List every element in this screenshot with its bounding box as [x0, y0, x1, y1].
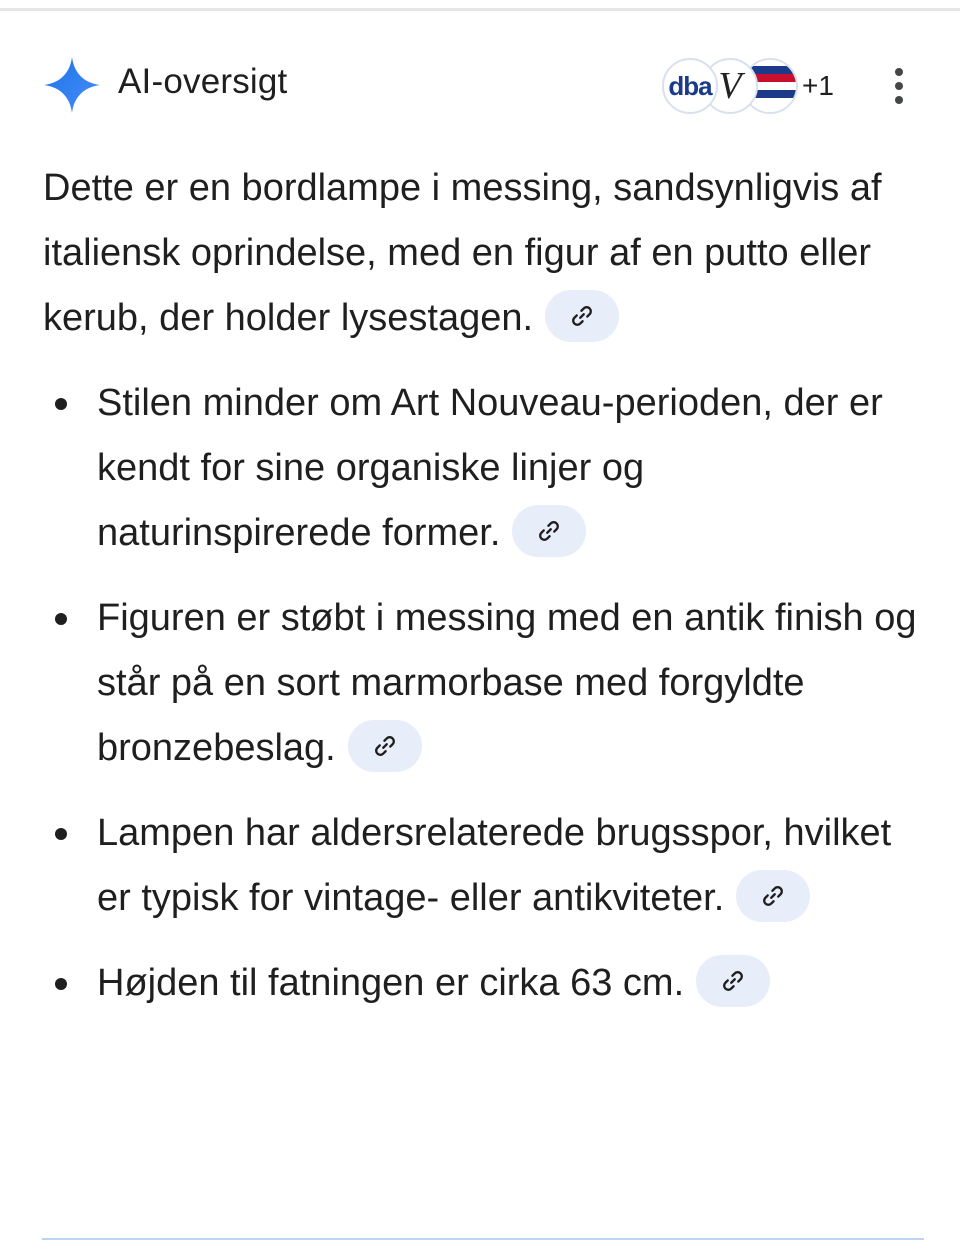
citation-link-button[interactable] [512, 505, 586, 557]
citation-link-button[interactable] [545, 290, 619, 342]
bullet-text: Højden til fatningen er cirka 63 cm. [97, 962, 685, 1004]
summary-lead-text: Dette er en bordlampe i messing, sandsynligvis af italiensk oprindelse, med en figur af en putto eller kerub, der holder lysestagen. [43, 167, 882, 339]
link-icon [568, 302, 596, 330]
summary-lead [43, 156, 923, 351]
list-item [43, 371, 923, 566]
gemini-spark-icon [42, 55, 102, 115]
list-item [43, 951, 923, 1016]
link-icon [719, 967, 747, 995]
list-item [43, 586, 923, 781]
top-divider [0, 8, 960, 11]
link-icon [535, 517, 563, 545]
bullet-text: Lampen har aldersrelaterede brugsspor, hvilket er typisk for vintage- eller antikviteter. [97, 812, 892, 919]
list-item [43, 801, 923, 931]
more-vert-icon[interactable] [884, 68, 914, 104]
more-sources-count[interactable]: +1 [802, 70, 834, 101]
citation-link-button[interactable] [736, 870, 810, 922]
citation-link-button[interactable] [348, 720, 422, 772]
bottom-divider [42, 1238, 924, 1240]
dba-favicon-label: dba [668, 70, 712, 101]
page-title: AI-oversigt [118, 62, 288, 101]
ai-overview-content [43, 156, 923, 1036]
summary-bullet-list [43, 371, 923, 1016]
link-icon [759, 882, 787, 910]
bullet-text: Figuren er støbt i messing med en antik finish og står på en sort marmorbase med forgyldte bronzebeslag. [97, 597, 917, 769]
ai-overview-header [42, 52, 922, 120]
citation-link-button[interactable] [696, 955, 770, 1007]
link-icon [371, 732, 399, 760]
bullet-text: Stilen minder om Art Nouveau-perioden, der er kendt for sine organiske linjer og naturinspirerede former. [97, 382, 883, 554]
source-favicons[interactable] [662, 54, 842, 114]
v-favicon-label: V [718, 65, 742, 107]
dba-favicon-icon[interactable] [662, 58, 718, 114]
